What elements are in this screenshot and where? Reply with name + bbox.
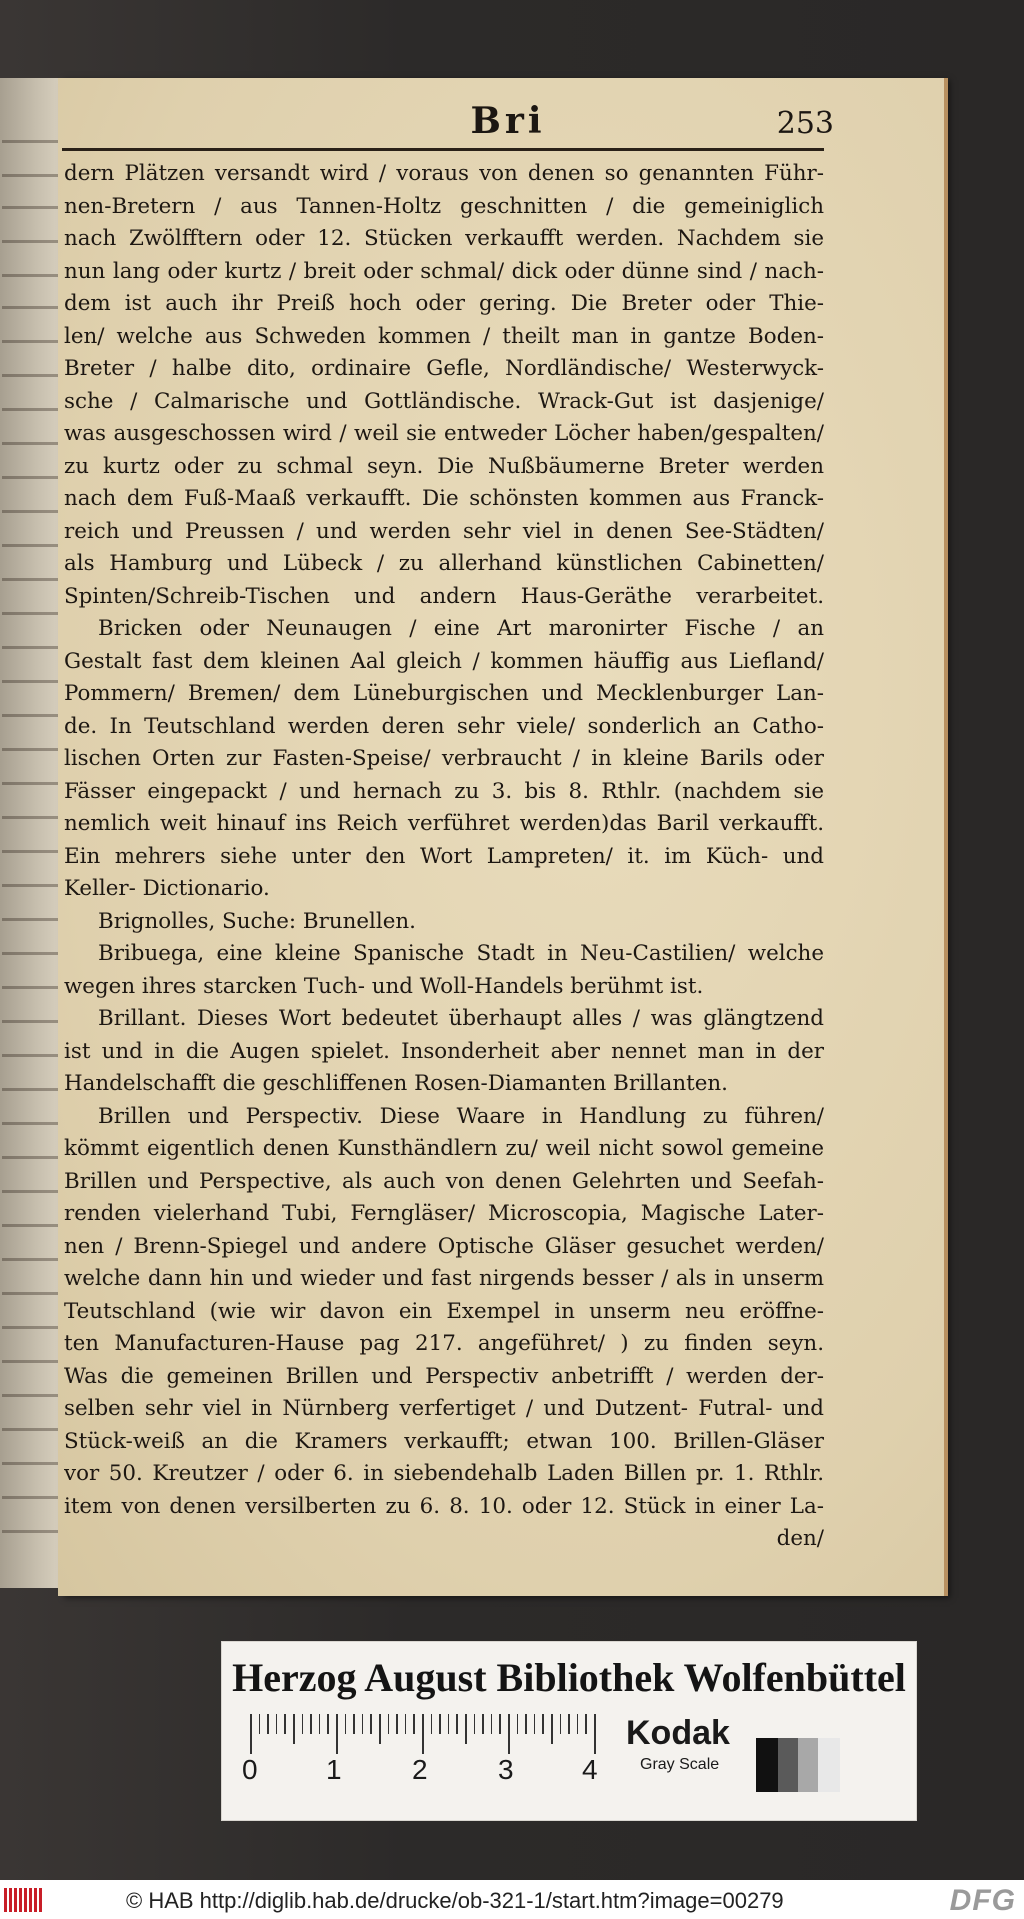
text-line: zu kurtz oder zu schmal seyn. Die Nußbäumerne Breter werden xyxy=(64,453,824,479)
ruler-tick xyxy=(413,1714,415,1734)
entry-line-brignolles: Brignolles, Suche: Brunellen. xyxy=(98,908,416,934)
ruler-tick xyxy=(379,1714,381,1744)
gray-patch-mid xyxy=(798,1738,818,1792)
dfg-logo: DFG xyxy=(949,1884,1016,1917)
text-line: Teutschland (wie wir davon ein Exempel in unserm neu eröffne- xyxy=(64,1298,824,1324)
text-line: nen-Bretern / aus Tannen-Holtz geschnitten / die gemeiniglich xyxy=(64,193,824,219)
book-page xyxy=(58,78,944,1596)
text-line: Spinten/Schreib-Tischen und andern Haus-Geräthe verarbeitet. xyxy=(64,583,824,609)
text-line: nun lang oder kurtz / breit oder schmal/ dick oder dünne sind / nach- xyxy=(64,258,824,284)
ruler-tick xyxy=(345,1714,347,1734)
text-line: lischen Orten zur Fasten-Speise/ verbraucht / in kleine Barils oder xyxy=(64,746,824,771)
gray-patch-light xyxy=(818,1738,840,1792)
text-line: dem ist auch ihr Preiß hoch oder gering. Die Breter oder Thie- xyxy=(64,291,824,316)
text-line: nemlich weit hinauf ins Reich verführet werden)das Baril verkaufft. xyxy=(64,811,824,836)
text-line: Brillen und Perspective, als auch von denen Gelehrten und Seefah- xyxy=(64,1168,824,1194)
ruler-tick xyxy=(310,1714,312,1734)
ruler-number: 0 xyxy=(242,1754,258,1785)
text-line: de. In Teutschland werden deren sehr viele/ sonderlich an Catho- xyxy=(64,713,824,739)
footer-bar xyxy=(0,1880,1024,1919)
text-line: Breter / halbe dito, ordinaire Gefle, Nordländische/ Westerwyck- xyxy=(64,356,824,381)
text-line: nach Zwölfftern oder 12. Stücken verkaufft werden. Nachdem sie xyxy=(64,226,824,251)
text-line: nach dem Fuß-Maaß verkaufft. Die schönsten kommen aus Franck- xyxy=(64,486,824,511)
entry-line-bricken: Bricken oder Neunaugen / eine Art maronirter Fische / an xyxy=(98,616,824,641)
ruler-tick xyxy=(302,1714,304,1734)
text-line: welche dann hin und wieder und fast nirgends besser / als in unserm xyxy=(64,1266,824,1291)
ruler-number: 2 xyxy=(412,1754,428,1785)
text-line: Stück-weiß an die Kramers verkaufft; etwan 100. Brillen-Gläser xyxy=(64,1428,824,1454)
gray-scale-label: Gray Scale xyxy=(640,1756,720,1773)
entry-line-brillant: Brillant. Dieses Wort bedeutet überhaupt alles / was glängtzend xyxy=(98,1006,824,1031)
ruler-scale xyxy=(250,1714,600,1758)
ruler-tick xyxy=(517,1714,519,1734)
ruler-tick xyxy=(465,1714,467,1744)
text-line: Fässer eingepackt / und hernach zu 3. bis 8. Rthlr. (nachdem sie xyxy=(64,778,824,804)
entry-line-brillen: Brillen und Perspectiv. Diese Waare in Handlung zu führen/ xyxy=(98,1103,824,1129)
ruler-tick xyxy=(482,1714,484,1734)
running-head: Bri xyxy=(470,100,546,142)
text-line: ten Manufacturen-Hause pag 217. angeführet/ ) zu finden seyn. xyxy=(64,1331,824,1356)
gray-patch-black xyxy=(756,1738,778,1792)
ruler-tick xyxy=(448,1714,450,1734)
text-line: Gestalt fast dem kleinen Aal gleich / kommen häuffig aus Liefland/ xyxy=(64,648,824,674)
hab-barcode-icon xyxy=(4,1888,44,1912)
text-line: dern Plätzen versandt wird / voraus von denen so genannten Führ- xyxy=(64,161,824,186)
text-line: wegen ihres starcken Tuch- und Woll-Handels berühmt ist. xyxy=(64,973,704,999)
library-color-card xyxy=(222,1642,916,1820)
text-line: len/ welche aus Schweden kommen / theilt man in gantze Boden- xyxy=(64,323,824,349)
page-number: 253 xyxy=(776,106,834,141)
text-line: nen / Brenn-Spiegel und andere Optische Gläser gesuchet werden/ xyxy=(64,1233,824,1259)
copyright-link[interactable]: © HAB http://diglib.hab.de/drucke/ob-321-1/start.htm?image=00279 xyxy=(126,1888,784,1913)
text-line: item von denen versilberten zu 6. 8. 10. oder 12. Stück in einer La- xyxy=(64,1493,824,1519)
library-name: Herzog August Bibliothek Wolfenbüttel xyxy=(232,1655,906,1700)
ruler-tick xyxy=(362,1714,364,1734)
ruler-tick xyxy=(525,1714,527,1734)
ruler-tick xyxy=(560,1714,562,1734)
ruler-tick xyxy=(577,1714,579,1734)
text-line: Ein mehrers siehe unter den Wort Lampreten/ it. im Küch- und xyxy=(64,843,824,869)
ruler-tick xyxy=(396,1714,398,1734)
ruler-tick xyxy=(474,1714,476,1734)
gray-patch-dark xyxy=(778,1738,798,1792)
ruler-number: 1 xyxy=(326,1754,342,1785)
catchword: den/ xyxy=(776,1526,824,1551)
text-line: Was die gemeinen Brillen und Perspectiv anbetrifft / werden der- xyxy=(64,1363,824,1389)
text-line: vor 50. Kreutzer / oder 6. in siebendehalb Laden Billen pr. 1. Rthlr. xyxy=(64,1461,824,1486)
ruler-tick xyxy=(276,1714,278,1734)
text-line: sche / Calmarische und Gottländische. Wrack-Gut ist dasjenige/ xyxy=(64,388,824,414)
ruler-tick xyxy=(370,1714,372,1734)
ruler-tick xyxy=(319,1714,321,1734)
page-header xyxy=(58,78,944,148)
entry-line-bribuega: Bribuega, eine kleine Spanische Stadt in Neu-Castilien/ welche xyxy=(98,941,824,966)
ruler-tick xyxy=(405,1714,407,1734)
ruler-tick xyxy=(353,1714,355,1734)
text-line: Keller- Dictionario. xyxy=(64,876,270,901)
ruler-tick xyxy=(250,1714,252,1754)
ruler-tick xyxy=(388,1714,390,1734)
text-line: Handelschafft die geschliffenen Rosen-Diamanten Brillanten. xyxy=(64,1071,728,1096)
ruler-tick xyxy=(491,1714,493,1734)
ruler-number: 4 xyxy=(582,1754,598,1785)
text-line: Pommern/ Bremen/ dem Lüneburgischen und Mecklenburger Lan- xyxy=(64,681,824,706)
ruler-tick xyxy=(439,1714,441,1734)
text-line: als Hamburg und Lübeck / zu allerhand künstlichen Cabinetten/ xyxy=(64,551,824,576)
ruler-tick xyxy=(534,1714,536,1734)
ruler-tick xyxy=(327,1714,329,1734)
text-line: renden vielerhand Tubi, Ferngläser/ Microscopia, Magische Later- xyxy=(64,1201,824,1226)
text-line: selben sehr viel in Nürnberg verfertiget / und Dutzent- Futral- und xyxy=(64,1396,824,1421)
ruler-tick xyxy=(508,1714,510,1754)
ruler-tick xyxy=(542,1714,544,1734)
ruler-tick xyxy=(284,1714,286,1734)
text-line: kömmt eigentlich denen Kunsthändlern zu/ weil nicht sowol gemeine xyxy=(64,1136,824,1161)
ruler-tick xyxy=(594,1714,596,1754)
kodak-logo: Kodak xyxy=(626,1714,730,1752)
body-text xyxy=(64,158,824,1556)
previous-page-edge xyxy=(0,78,62,1588)
ruler-tick xyxy=(585,1714,587,1734)
ruler-tick xyxy=(336,1714,338,1754)
ruler-tick xyxy=(293,1714,295,1744)
ruler-tick xyxy=(422,1714,424,1754)
header-rule xyxy=(62,148,824,151)
text-line: reich und Preussen / und werden sehr viel in denen See-Städten/ xyxy=(64,518,824,544)
ruler-tick xyxy=(267,1714,269,1734)
ruler-tick xyxy=(456,1714,458,1734)
ruler-tick xyxy=(551,1714,553,1744)
ruler-tick xyxy=(259,1714,261,1734)
text-line: ist und in die Augen spielet. Insonderheit aber nennet man in der xyxy=(64,1038,824,1064)
text-line: was ausgeschossen wird / weil sie entweder Löcher haben/gespalten/ xyxy=(64,421,824,446)
ruler-number: 3 xyxy=(498,1754,514,1785)
ruler-tick xyxy=(499,1714,501,1734)
ruler-tick xyxy=(568,1714,570,1734)
ruler-tick xyxy=(431,1714,433,1734)
